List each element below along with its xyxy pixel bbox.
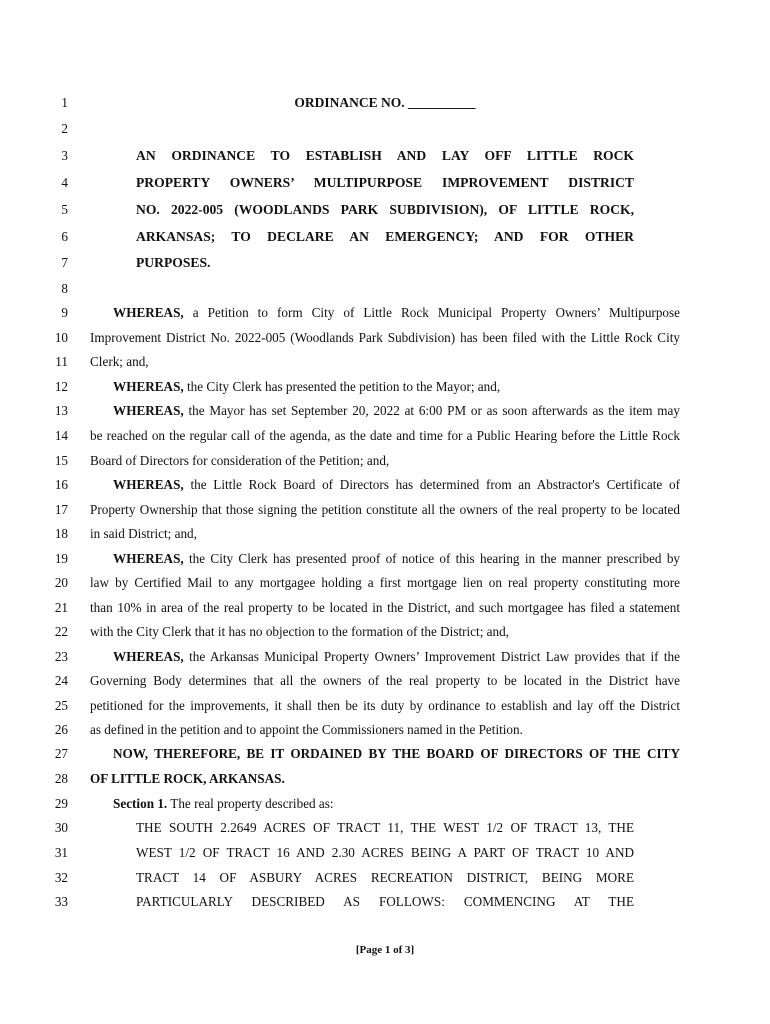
line-number: 4 (61, 175, 68, 190)
paragraph-line: petitioned for the improvements, it shall then be its duty by ordinance to establish and lay off the District (90, 698, 680, 713)
line-number: 28 (54, 771, 68, 786)
line-number: 29 (54, 796, 68, 811)
line-number: 10 (54, 330, 68, 345)
line-number: 7 (61, 255, 68, 270)
whereas-paragraph (113, 379, 680, 395)
line-number: 2 (61, 121, 68, 136)
line-number: 6 (61, 229, 68, 244)
line-number: 15 (54, 453, 68, 468)
paragraph-line: Clerk; and, (90, 354, 149, 369)
line-number: 13 (54, 403, 68, 418)
whereas-label: WHEREAS, (113, 403, 184, 418)
title-line: NO. 2022-005 (WOODLANDS PARK SUBDIVISION), OF LITTLE ROCK, (136, 202, 634, 217)
title-line: AN ORDINANCE TO ESTABLISH AND LAY OFF LITTLE ROCK (136, 148, 634, 163)
paragraph-text: the City Clerk has presented proof of notice of this hearing in the manner prescribed by (189, 551, 681, 566)
property-description-line: THE SOUTH 2.2649 ACRES OF TRACT 11, THE WEST 1/2 OF TRACT 13, THE (136, 820, 634, 835)
line-number: 16 (54, 477, 68, 492)
paragraph-line: Board of Directors for consideration of the Petition; and, (90, 453, 390, 468)
line-number: 17 (54, 502, 68, 517)
line-number: 23 (54, 649, 68, 664)
line-number: 31 (54, 845, 68, 860)
line-number: 12 (54, 379, 68, 394)
paragraph-line: with the City Clerk that it has no objection to the formation of the District; and, (90, 624, 509, 639)
whereas-label: WHEREAS, (113, 649, 184, 664)
line-number: 9 (61, 305, 68, 320)
property-description-line: TRACT 14 OF ASBURY ACRES RECREATION DISTRICT, BEING MORE (136, 870, 634, 885)
line-number: 8 (61, 281, 68, 296)
title-line: PURPOSES. (136, 255, 211, 270)
page-footer: [Page 1 of 3] (355, 944, 415, 956)
line-number: 14 (54, 428, 68, 443)
ordaining-clause: OF LITTLE ROCK, ARKANSAS. (90, 771, 285, 786)
line-number: 32 (54, 870, 68, 885)
paragraph-line: Governing Body determines that all the owners of the real property to be located in the District have (90, 673, 680, 688)
paragraph-text: the Little Rock Board of Directors has determined from an Abstractor's Certificate of (190, 477, 680, 492)
whereas-paragraph (113, 551, 680, 567)
paragraph-text: the Arkansas Municipal Property Owners’ Improvement District Law provides that if the (189, 649, 680, 664)
whereas-paragraph (113, 649, 680, 665)
section-text: The real property described as: (170, 796, 334, 811)
property-description-line: WEST 1/2 OF TRACT 16 AND 2.30 ACRES BEING A PART OF TRACT 10 AND (136, 845, 634, 860)
paragraph-text: the Mayor has set September 20, 2022 at 6:00 PM or as soon afterwards as the item may (188, 403, 681, 418)
paragraph-line: Property Ownership that those signing the petition constitute all the owners of the real property to be located (90, 502, 680, 517)
paragraph-line: be reached on the regular call of the agenda, as the date and time for a Public Hearing before the Little Rock (90, 428, 680, 443)
line-number: 33 (54, 894, 68, 909)
paragraph-line: in said District; and, (90, 526, 197, 541)
whereas-label: WHEREAS, (113, 477, 184, 492)
line-number: 22 (54, 624, 68, 639)
whereas-paragraph (113, 305, 680, 321)
line-number: 27 (54, 746, 68, 761)
ordaining-clause: NOW, THEREFORE, BE IT ORDAINED BY THE BOARD OF DIRECTORS OF THE CITY (113, 746, 680, 761)
paragraph-text: a Petition to form City of Little Rock Municipal Property Owners’ Multipurpose (192, 305, 681, 320)
line-number: 24 (54, 673, 68, 688)
section-label: Section 1. (113, 796, 168, 811)
title-line: PROPERTY OWNERS’ MULTIPURPOSE IMPROVEMENT DISTRICT (136, 175, 634, 190)
line-number: 1 (61, 95, 68, 110)
ordinance-number-heading: ORDINANCE NO. __________ (294, 95, 476, 110)
paragraph-text: the City Clerk has presented the petition to the Mayor; and, (187, 379, 501, 394)
whereas-label: WHEREAS, (113, 551, 184, 566)
whereas-paragraph (113, 403, 680, 419)
line-number: 11 (55, 354, 68, 369)
line-number: 19 (54, 551, 68, 566)
whereas-paragraph (113, 477, 680, 493)
paragraph-line: law by Certified Mail to any mortgagee holding a first mortgage lien on real property constituting more (90, 575, 680, 590)
line-number: 26 (54, 722, 68, 737)
line-number: 18 (54, 526, 68, 541)
line-number: 21 (54, 600, 68, 615)
whereas-label: WHEREAS, (113, 379, 184, 394)
whereas-label: WHEREAS, (113, 305, 184, 320)
paragraph-line: as defined in the petition and to appoint the Commissioners named in the Petition. (90, 722, 523, 737)
paragraph-line: than 10% in area of the real property to be located in the District, and such mortgagee has filed a statement (90, 600, 680, 615)
property-description-line: PARTICULARLY DESCRIBED AS FOLLOWS: COMMENCING AT THE (136, 894, 634, 909)
title-line: ARKANSAS; TO DECLARE AN EMERGENCY; AND FOR OTHER (136, 229, 634, 244)
line-number: 3 (61, 148, 68, 163)
line-number: 25 (54, 698, 68, 713)
section-1 (113, 796, 680, 812)
paragraph-line: Improvement District No. 2022-005 (Woodlands Park Subdivision) has been filed with the Little Rock City (90, 330, 680, 345)
line-number: 30 (54, 820, 68, 835)
line-number: 20 (54, 575, 68, 590)
line-number: 5 (61, 202, 68, 217)
